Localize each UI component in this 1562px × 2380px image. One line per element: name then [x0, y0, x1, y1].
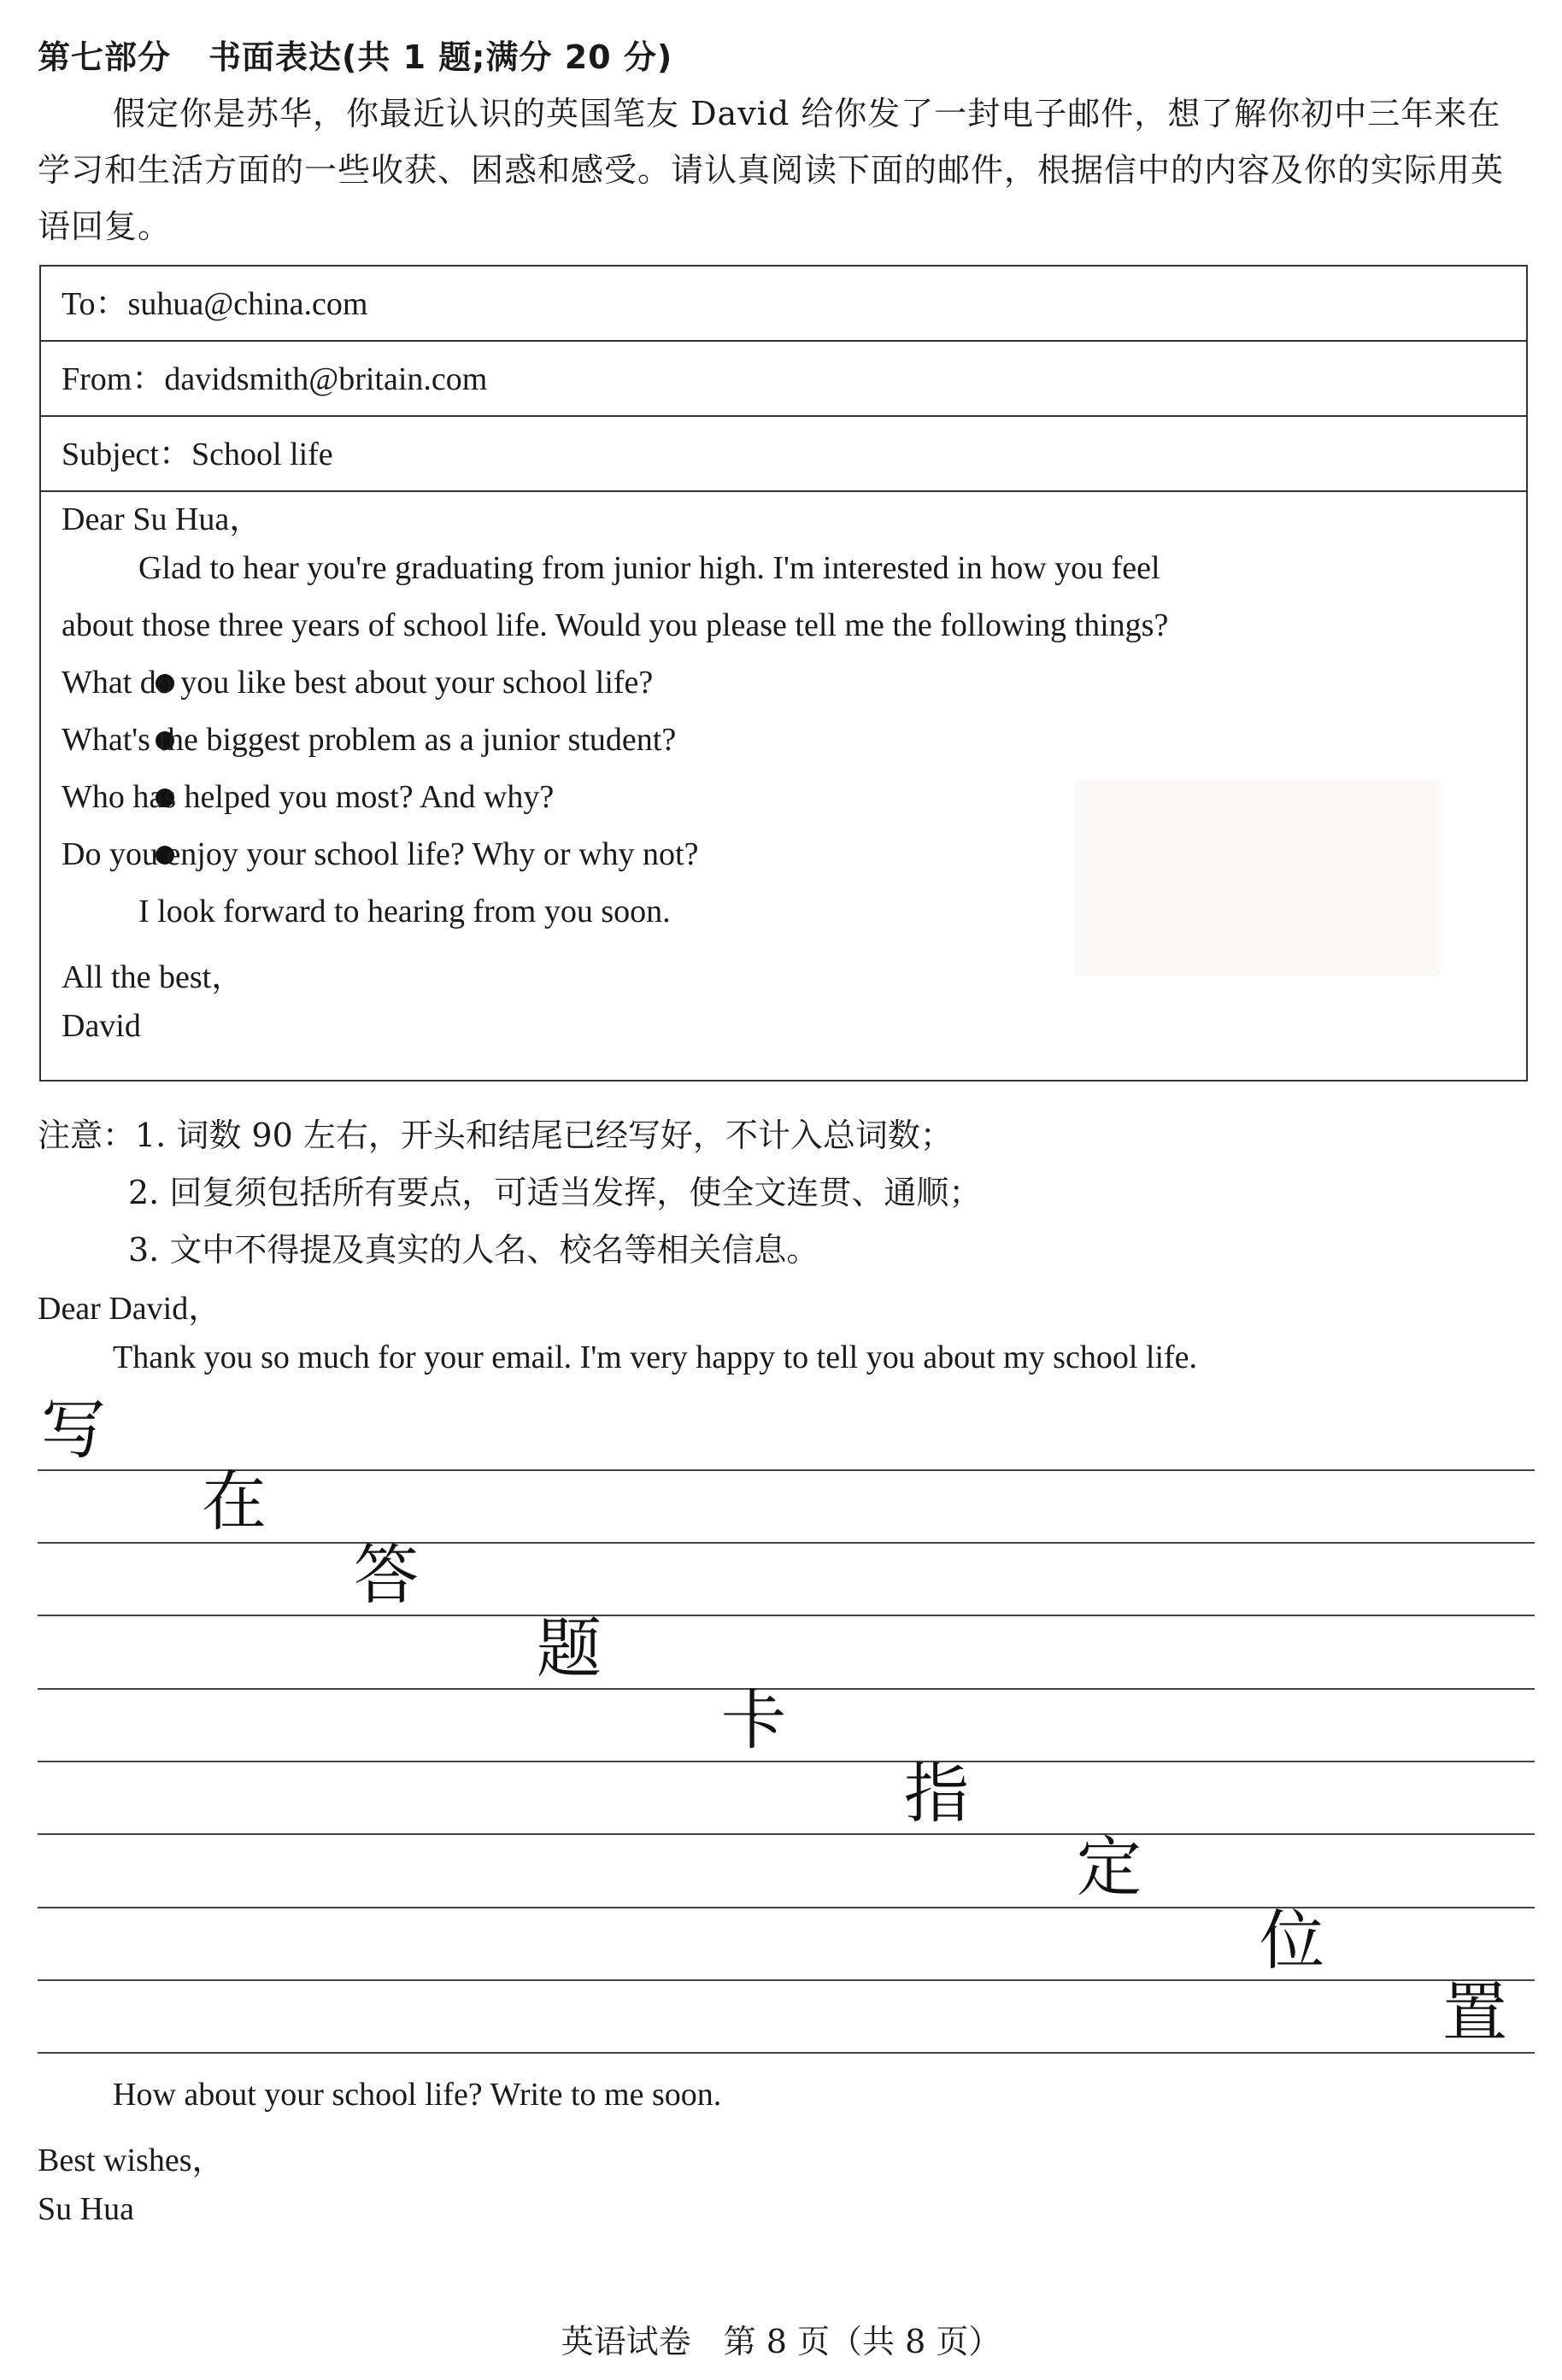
section-heading: [38, 31, 672, 78]
page-footer: 英语试卷 第 8 页（共 8 页）: [561, 2323, 1001, 2360]
writing-line: [38, 1688, 1535, 1690]
task-instructions: 假定你是苏华，你最近认识的英国笔友 David 给你发了一封电子邮件，想了解你初中三年来在学习和生活方面的一些收获、困惑和感受。请认真阅读下面的邮件，根据信中的内容及你的实际用英语回复。: [38, 95, 1505, 245]
reply-greeting: Dear David，: [38, 1291, 221, 1327]
email-to: To：suhua@china.com: [41, 267, 1526, 342]
email-question: What's the biggest problem as a junior student?: [62, 722, 677, 758]
email-question: Do you enjoy your school life? Why or why not?: [62, 836, 699, 872]
email-question: What do you like best about your school life?: [62, 665, 654, 701]
section-part: 第七部分: [38, 38, 172, 76]
answer-hint-char: 置: [1442, 1974, 1507, 2050]
writing-line: [38, 1761, 1535, 1762]
writing-line: [38, 2052, 1535, 2054]
reply-opening: Thank you so much for your email. I'm very happy to tell you about my school life.: [113, 1339, 1198, 1375]
writing-line: [38, 1615, 1535, 1616]
note-1: 注意：1. 词数 90 左右，开头和结尾已经写好，不计入总词数；: [38, 1117, 953, 1154]
email-body-line: Glad to hear you're graduating from junior high. I'm interested in how you feel: [138, 550, 1160, 586]
writing-line: [38, 1833, 1535, 1835]
email-question: Who has helped you most? And why?: [62, 779, 555, 815]
note-2: 2. 回复须包括所有要点，可适当发挥，使全文连贯、通顺；: [128, 1174, 982, 1211]
email-signoff: All the best，: [62, 959, 244, 995]
answer-hint-char: 指: [904, 1756, 969, 1832]
email-greeting: Dear Su Hua，: [62, 501, 262, 537]
answer-hint-char: 题: [537, 1610, 602, 1686]
email-from: From：davidsmith@britain.com: [41, 342, 1526, 417]
reply-closing: How about your school life? Write to me soon.: [113, 2077, 722, 2113]
answer-hint-char: 卡: [721, 1682, 786, 1758]
email-subject: Subject：School life: [41, 417, 1526, 492]
writing-line: [38, 1979, 1535, 1981]
answer-hint-char: 定: [1077, 1829, 1142, 1905]
reply-signature: Su Hua: [38, 2191, 134, 2227]
answer-hint-char: 位: [1260, 1902, 1324, 1978]
answer-hint-char: 在: [202, 1463, 267, 1539]
note-3: 3. 文中不得提及真实的人名、校名等相关信息。: [128, 1231, 819, 1269]
blank-area: [1075, 779, 1441, 976]
writing-line: [38, 1542, 1535, 1544]
reply-signoff: Best wishes，: [38, 2143, 225, 2178]
section-title: 书面表达(共 1 题;满分 20 分): [208, 38, 673, 76]
answer-hint-char: 写: [41, 1392, 106, 1468]
answer-hint-char: 答: [354, 1537, 419, 1613]
email-body-line: about those three years of school life. Would you please tell me the following things?: [62, 607, 1169, 643]
email-signature: David: [62, 1008, 141, 1044]
email-closing-line: I look forward to hearing from you soon.: [138, 894, 671, 929]
